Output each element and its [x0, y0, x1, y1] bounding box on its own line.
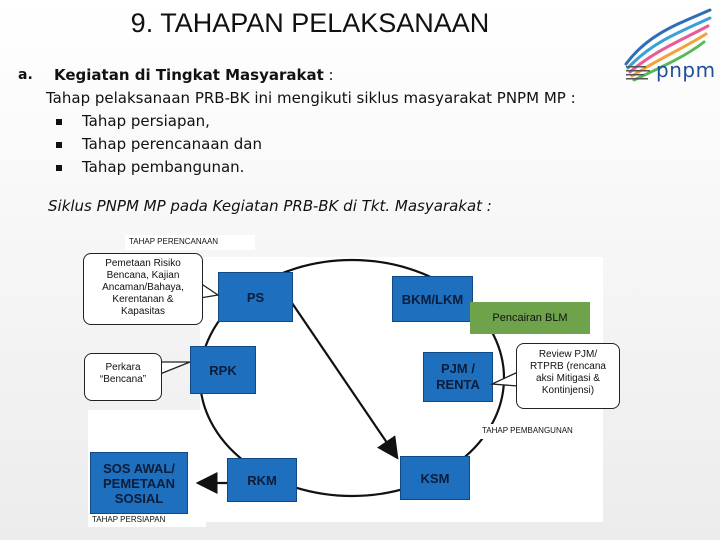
box-sos-line1: SOS AWAL/: [103, 460, 175, 476]
callout-line: Kapasitas: [121, 306, 165, 317]
stage-tag-pembangunan: TAHAP PEMBANGUNAN: [478, 424, 588, 439]
callout-line: Bencana, Kajian: [106, 270, 180, 281]
callout-pemetaan: [83, 253, 203, 325]
section-marker: a.: [18, 67, 33, 83]
callout-line: Review PJM/: [538, 349, 598, 360]
box-pjm-line1: PJM /: [441, 361, 475, 376]
bullet-text: Tahap persiapan,: [82, 112, 210, 130]
callout-line: Ancaman/Bahaya,: [102, 282, 184, 293]
box-bkm-lkm: BKM/LKM: [392, 276, 473, 322]
callout-line: Perkara: [105, 362, 141, 373]
box-rkm: RKM: [227, 458, 297, 502]
callout-line: Kerentanan &: [112, 294, 174, 305]
page-title: 9. TAHAPAN PELAKSANAAN: [130, 8, 490, 38]
diagram-caption: Siklus PNPM MP pada Kegiatan PRB-BK di Tkt. Masyarakat :: [48, 197, 492, 215]
box-ksm: KSM: [400, 456, 470, 500]
box-rpk: RPK: [190, 346, 256, 394]
callout-line: aksi Mitigasi &: [536, 373, 600, 384]
section-heading-text: Kegiatan di Tingkat Masyarakat: [54, 66, 324, 84]
callout-line: “Bencana”: [99, 374, 147, 385]
stage-tag-perencanaan: TAHAP PERENCANAAN: [125, 235, 255, 250]
callout-review: [516, 343, 620, 409]
callout-line: RTPRB (rencana: [530, 361, 606, 372]
callout-pointer-perkara: [160, 362, 190, 374]
pencairan-blm-label: Pencairan BLM: [470, 302, 590, 334]
stage-tag-persiapan: TAHAP PERSIAPAN: [88, 513, 206, 527]
box-pjm-line2: RENTA: [436, 377, 480, 392]
callout-line: Kontinjensi): [541, 385, 595, 396]
section-heading-suffix: :: [323, 66, 334, 84]
bullet-text: Tahap pembangunan.: [82, 158, 245, 176]
callout-perkara: [84, 353, 162, 401]
logo-wordmark: pnpm: [656, 58, 716, 82]
callout-line: Pemetaan Risiko: [105, 258, 181, 269]
callout-pointer-review: [492, 372, 518, 386]
section-intro: Tahap pelaksanaan PRB-BK ini mengikuti siklus masyarakat PNPM MP :: [46, 89, 576, 107]
box-ps: PS: [218, 272, 293, 322]
box-sos-line2: PEMETAAN: [103, 475, 175, 491]
bullet-text: Tahap perencanaan dan: [82, 135, 263, 153]
box-sos-line3: SOSIAL: [114, 490, 164, 506]
